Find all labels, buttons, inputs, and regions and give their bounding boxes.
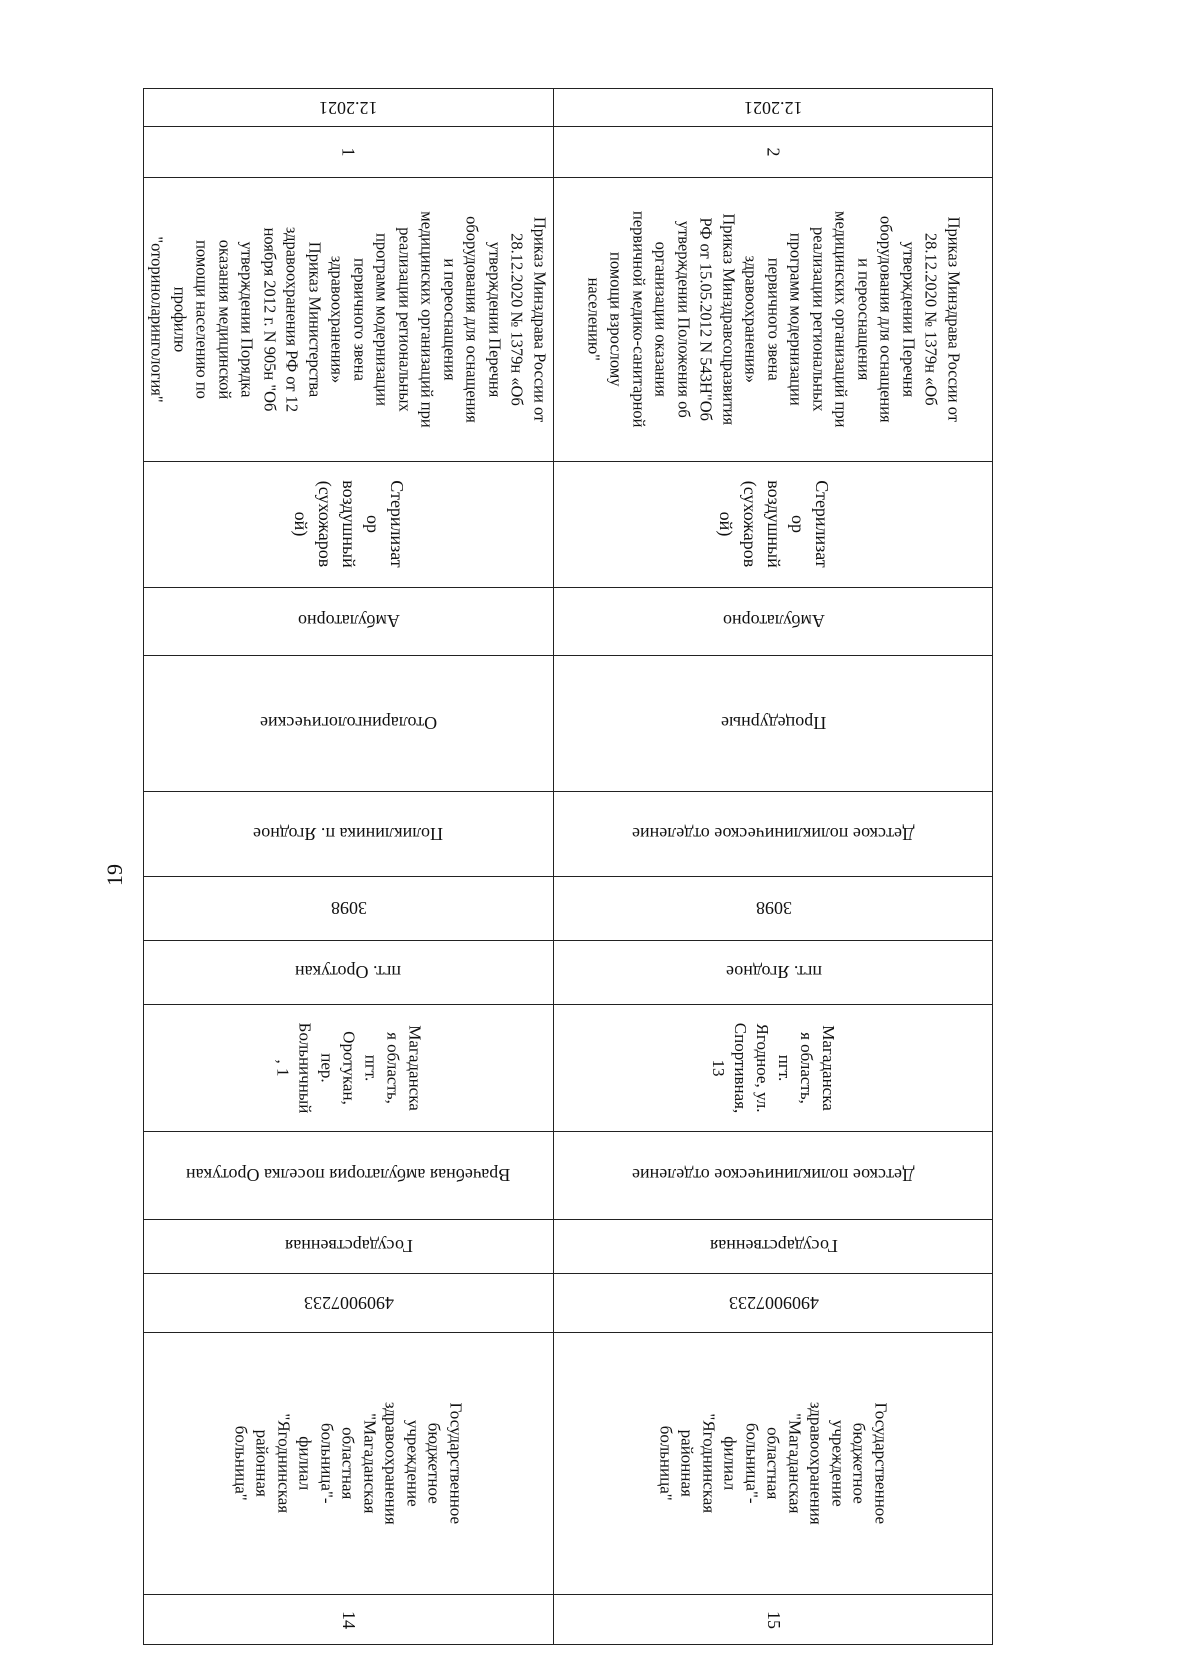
row14-care: Амбулаторно [297,611,400,631]
row14-address: Магаданска я область, пгт. Оротукан, пер. Больничный , 1 [273,1022,425,1113]
row15-population: 3098 [755,898,792,918]
row15-equipment: Стерилизат ор воздушный (сухожаров ой) [715,480,832,568]
row14-ownership: Государственная [284,1236,413,1256]
row14-inn: 4909007233 [303,1292,394,1313]
row14-basis: Приказ Минздрава России от 28.12.2020 № 1379н «Об утверждении Перечня оборудования для оснащения и переоснащения медицинских организаций при реализации региональных программ модернизации первичного звена здравоохранения» Приказ Министерства здравоохранения РФ от 12 ноября 2012 г. N 905н "Об утверждении Порядка оказания медицинской помощи населению по профилю "оториноларингология" [148,210,550,428]
row15-organization: Государственное бюджетное учреждение здравоохранения "Магаданская областная больница"- филиал "Ягоднинская районная больница" [656,1401,891,1525]
row15-care: Амбулаторно [722,611,825,631]
row14-room: Отоларингологические [259,713,438,733]
row15-facility: Детское поликлиническое отделение [632,1165,915,1185]
equipment-table [143,88,993,1645]
row15-settlement: пгт. Ягодное [725,962,822,982]
page-number: 19 [102,864,127,886]
row15-address: Магаданска я область, пгт. Ягодное, ул. Спортивная, 13 [709,1022,839,1113]
row15-qty: 2 [763,147,784,156]
row14-department: Поликлиника п. Ягодное [253,823,444,844]
row15-ownership: Государственная [709,1236,838,1256]
row14-qty: 1 [338,147,359,156]
row15-room: Процедурные [720,713,827,733]
row15-date: 12.2021 [744,97,803,118]
row15-department: Детское поликлиническое отделение [632,823,915,844]
row15-number: 15 [763,1611,784,1629]
row14-organization: Государственное бюджетное учреждение здравоохранения "Магаданская областная больница"- филиал "Ягоднинская районная больница" [231,1401,466,1525]
row14-settlement: пгт. Оротукан [295,962,402,982]
row14-equipment: Стерилизат ор воздушный (сухожаров ой) [290,480,407,568]
row15-basis: Приказ Минздрава России от 28.12.2020 № 1379н «Об утверждении Перечня оборудования для оснащения и переоснащения медицинских организаций при реализации региональных программ модернизации первичного звена здравоохранения» Приказ Минздравсоцразвития РФ от 15.05.2012 N 543Н"Об утверждении Положения об организации оказания первичной медико-санитарной помощи взрослому населению" [584,210,964,428]
row14-facility: Врачебная амбулатория поселка Оротукан [186,1165,511,1185]
row14-population: 3098 [330,898,367,918]
row14-number: 14 [338,1611,359,1629]
row14-date: 12.2021 [319,97,378,118]
row15-inn: 4909007233 [728,1292,819,1313]
